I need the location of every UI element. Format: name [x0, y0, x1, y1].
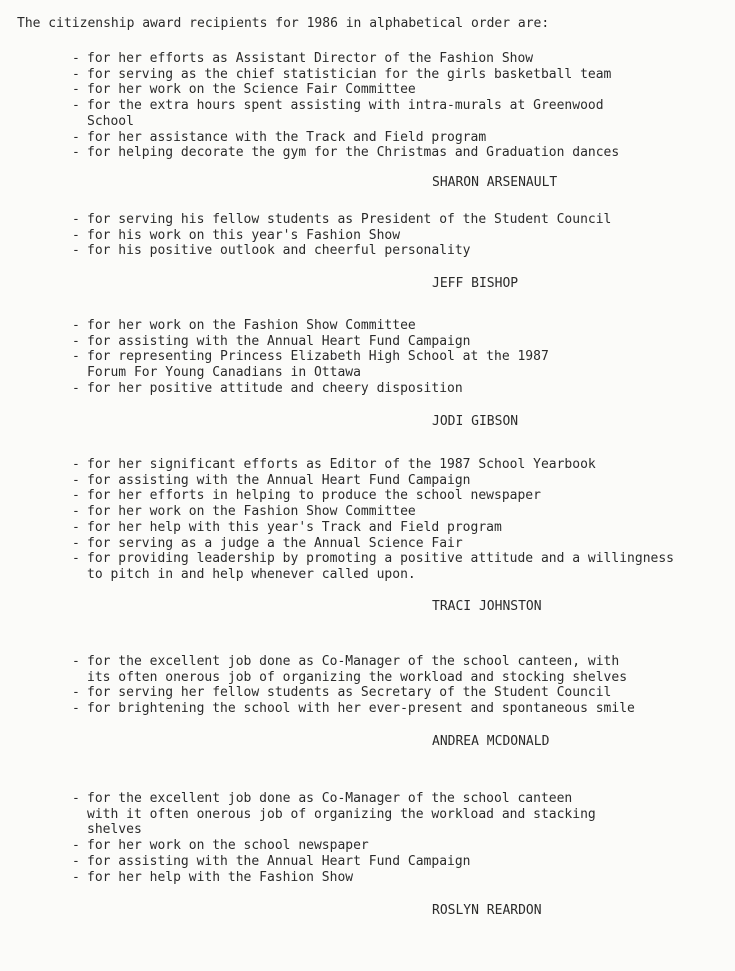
recipient-name: SHARON ARSENAULT [432, 175, 558, 190]
list-item [72, 457, 722, 473]
section-roslyn-reardon [72, 791, 722, 885]
list-item [72, 145, 722, 161]
section-jodi-gibson [72, 318, 722, 397]
list-item [72, 381, 722, 397]
item-text: for assisting with the Annual Heart Fund Campaign [87, 472, 471, 488]
achievement-list [72, 654, 722, 717]
item-text: for the excellent job done as Co-Manager of the school canteen, with its often onerous job of organizing the workload and stocking shelves [87, 654, 628, 685]
list-item [72, 98, 722, 129]
list-item [72, 243, 722, 259]
item-text: for representing Princess Elizabeth High School at the 1987 Forum For Young Canadians in Ottawa [87, 349, 549, 381]
intro-text: The citizenship award recipients for 1986 in alphabetical order are: [17, 16, 550, 31]
item-text: for his positive outlook and cheerful personality [87, 243, 471, 259]
list-item [72, 536, 722, 552]
item-text: for serving as the chief statistician for the girls basketball team [87, 66, 612, 82]
dash-bullet: - [72, 838, 80, 854]
item-text: for her work on the school newspaper [87, 838, 369, 854]
dash-bullet: - [72, 869, 80, 885]
dash-bullet: - [72, 82, 80, 98]
section-traci-johnston [72, 457, 722, 583]
dash-bullet: - [72, 535, 80, 551]
dash-bullet: - [72, 380, 80, 396]
dash-bullet: - [72, 457, 80, 472]
list-item [72, 504, 722, 520]
dash-bullet: - [72, 472, 80, 488]
item-text: for her significant efforts as Editor of the 1987 School Yearbook [87, 457, 596, 472]
list-item [72, 685, 722, 701]
recipient-name: JODI GIBSON [432, 414, 519, 429]
list-item [72, 488, 722, 504]
dash-bullet: - [72, 349, 80, 365]
list-item [72, 334, 722, 350]
item-text: for providing leadership by promoting a positive attitude and a willingness to pitch in and help whenever called upon. [87, 551, 674, 582]
list-item [72, 791, 722, 838]
list-item [72, 318, 722, 334]
item-text: for her efforts as Assistant Director of the Fashion Show [87, 51, 534, 66]
dash-bullet: - [72, 212, 80, 227]
list-item [72, 838, 722, 854]
dash-bullet: - [72, 333, 80, 349]
list-item [72, 51, 722, 67]
dash-bullet: - [72, 853, 80, 869]
item-text: for her positive attitude and cheery disposition [87, 380, 463, 396]
item-text: for serving his fellow students as President of the Student Council [87, 212, 612, 227]
item-text: for assisting with the Annual Heart Fund Campaign [87, 853, 471, 869]
list-item [72, 212, 722, 228]
list-item [72, 520, 722, 536]
dash-bullet: - [72, 519, 80, 535]
dash-bullet: - [72, 488, 80, 504]
item-text: for her help with the Fashion Show [87, 869, 354, 885]
dash-bullet: - [72, 129, 80, 145]
list-item [72, 701, 722, 717]
list-item [72, 473, 722, 489]
dash-bullet: - [72, 791, 80, 806]
item-text: for her work on the Science Fair Committee [87, 82, 416, 98]
section-andrea-mcdonald [72, 654, 722, 717]
item-text: for her work on the Fashion Show Committee [87, 318, 416, 333]
item-text: for serving her fellow students as Secretary of the Student Council [87, 685, 612, 701]
achievement-list [72, 457, 722, 583]
achievement-list [72, 791, 722, 885]
dash-bullet: - [72, 685, 80, 701]
achievement-list [72, 212, 722, 259]
item-text: for brightening the school with her ever-present and spontaneous smile [87, 701, 635, 717]
list-item [72, 870, 722, 886]
item-text: for assisting with the Annual Heart Fund Campaign [87, 333, 471, 349]
recipient-name: ROSLYN REARDON [432, 903, 542, 918]
item-text: for helping decorate the gym for the Christmas and Graduation dances [87, 145, 620, 161]
list-item [72, 130, 722, 146]
dash-bullet: - [72, 318, 80, 333]
recipient-name: JEFF BISHOP [432, 276, 519, 291]
list-item [72, 551, 722, 582]
dash-bullet: - [72, 98, 80, 114]
section-sharon-arsenault [72, 51, 722, 161]
recipient-name: ANDREA MCDONALD [432, 734, 550, 749]
dash-bullet: - [72, 66, 80, 82]
item-text: for her assistance with the Track and Field program [87, 129, 487, 145]
dash-bullet: - [72, 145, 80, 161]
achievement-list [72, 318, 722, 397]
list-item [72, 228, 722, 244]
item-text: for her work on the Fashion Show Committee [87, 504, 416, 520]
list-item [72, 349, 722, 380]
dash-bullet: - [72, 654, 80, 669]
dash-bullet: - [72, 243, 80, 259]
list-item [72, 854, 722, 870]
dash-bullet: - [72, 701, 80, 717]
dash-bullet: - [72, 551, 80, 567]
list-item [72, 654, 722, 685]
section-jeff-bishop [72, 212, 722, 259]
item-text: for his work on this year's Fashion Show [87, 227, 401, 243]
item-text: for her efforts in helping to produce the school newspaper [87, 488, 541, 504]
item-text: for her help with this year's Track and Field program [87, 519, 502, 535]
dash-bullet: - [72, 504, 80, 520]
item-text: for the extra hours spent assisting with intra-murals at Greenwood School [87, 98, 604, 129]
dash-bullet: - [72, 51, 80, 66]
achievement-list [72, 51, 722, 161]
list-item [72, 67, 722, 83]
item-text: for the excellent job done as Co-Manager of the school canteen with it often onerous job of organizing the workload and stacking shelves [87, 791, 596, 838]
dash-bullet: - [72, 227, 80, 243]
list-item [72, 82, 722, 98]
recipient-name: TRACI JOHNSTON [432, 599, 542, 614]
item-text: for serving as a judge a the Annual Science Fair [87, 535, 463, 551]
